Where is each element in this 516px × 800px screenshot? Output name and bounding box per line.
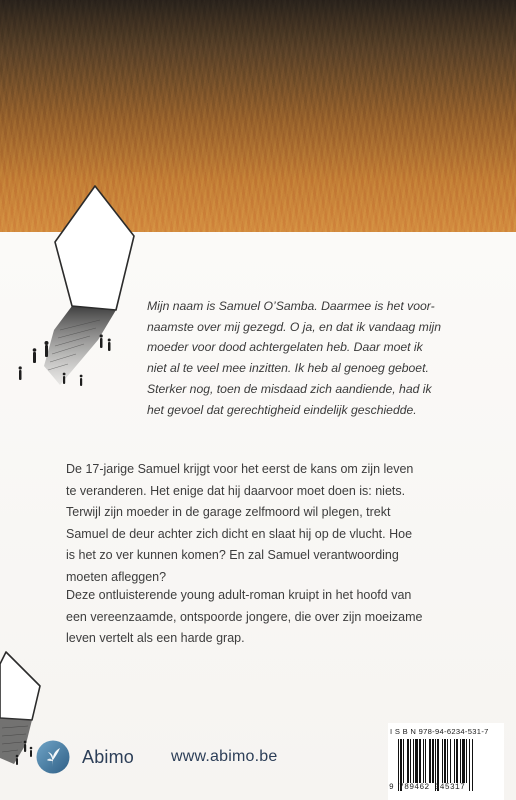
back-cover-quote	[147, 296, 492, 420]
blurb-line: Deze ontluisterende young adult-roman kruipt in het hoofd van	[66, 588, 412, 602]
barcode-bar	[407, 739, 409, 783]
blurb-paragraph-1	[66, 459, 482, 588]
barcode-bar	[444, 739, 446, 783]
publisher-name: Abimo	[82, 746, 135, 767]
blurb-line: is het zo ver kunnen komen? En zal Samuel verantwoording	[66, 548, 399, 562]
barcode-bar	[456, 739, 458, 783]
blurb-line: een vereenzaamde, ontspoorde jongere, die over zijn moeizame	[66, 609, 423, 624]
quote-line: niet al te veel mee inzitten. Ik heb al genoeg geboet.	[147, 361, 429, 376]
quote-line: het gevoel dat gerechtigheid eindelijk geschiedde.	[147, 402, 417, 417]
barcode-bar	[415, 739, 418, 783]
barcode-bar	[454, 739, 455, 783]
ean-digits: 9 789462 345317	[389, 784, 466, 792]
barcode-bar	[447, 739, 448, 783]
leaf-logo-icon	[36, 740, 70, 774]
barcode-bar	[466, 739, 467, 783]
blurb-line: Samuel de deur achter zich dicht en slaat hij op de vlucht. Hoe	[66, 526, 413, 541]
barcode-bar	[410, 739, 411, 783]
barcode-bar	[413, 739, 414, 783]
blurb-line: moeten afleggen?	[66, 569, 167, 584]
blurb-line: Terwijl zijn moeder in de garage zelfmoord wil plegen, trekt	[66, 505, 391, 519]
barcode-bar	[419, 739, 421, 783]
barcode-bar	[462, 739, 465, 783]
barcode-bar	[429, 739, 431, 783]
barcode-bar	[442, 739, 443, 783]
publisher-website-link[interactable]: www.abimo.be	[171, 748, 278, 765]
quote-line: moeder voor dood achtergelaten heb. Daar moet ik	[147, 340, 423, 355]
quote-line: Mijn naam is Samuel O’Samba. Daarmee is het voor-	[147, 299, 435, 313]
publisher-logo[interactable]	[36, 740, 134, 774]
quote-line: Sterker nog, toen de misdaad zich aandiende, had ik	[147, 381, 432, 396]
barcode-bar	[423, 739, 424, 783]
barcode-bar	[460, 739, 461, 783]
hexagon-illustration	[0, 180, 150, 410]
blurb-line: De 17-jarige Samuel krijgt voor het eerst de kans om zijn leven	[66, 462, 414, 476]
blurb-paragraph-2	[66, 585, 482, 650]
blurb-line: leven vertelt als een harde grap.	[66, 631, 245, 645]
barcode-bar	[403, 739, 404, 783]
quote-line: naamste over mij gezegd. O ja, en dat ik vandaag mijn	[147, 319, 442, 334]
blurb-line: te veranderen. Het enige dat hij daarvoor moet doen is: niets.	[66, 483, 406, 498]
isbn-label: I S B N 978-94-6234-531-7	[390, 727, 489, 736]
barcode-bar	[450, 739, 451, 783]
barcode-bar	[432, 739, 434, 783]
barcode-bar	[425, 739, 426, 783]
